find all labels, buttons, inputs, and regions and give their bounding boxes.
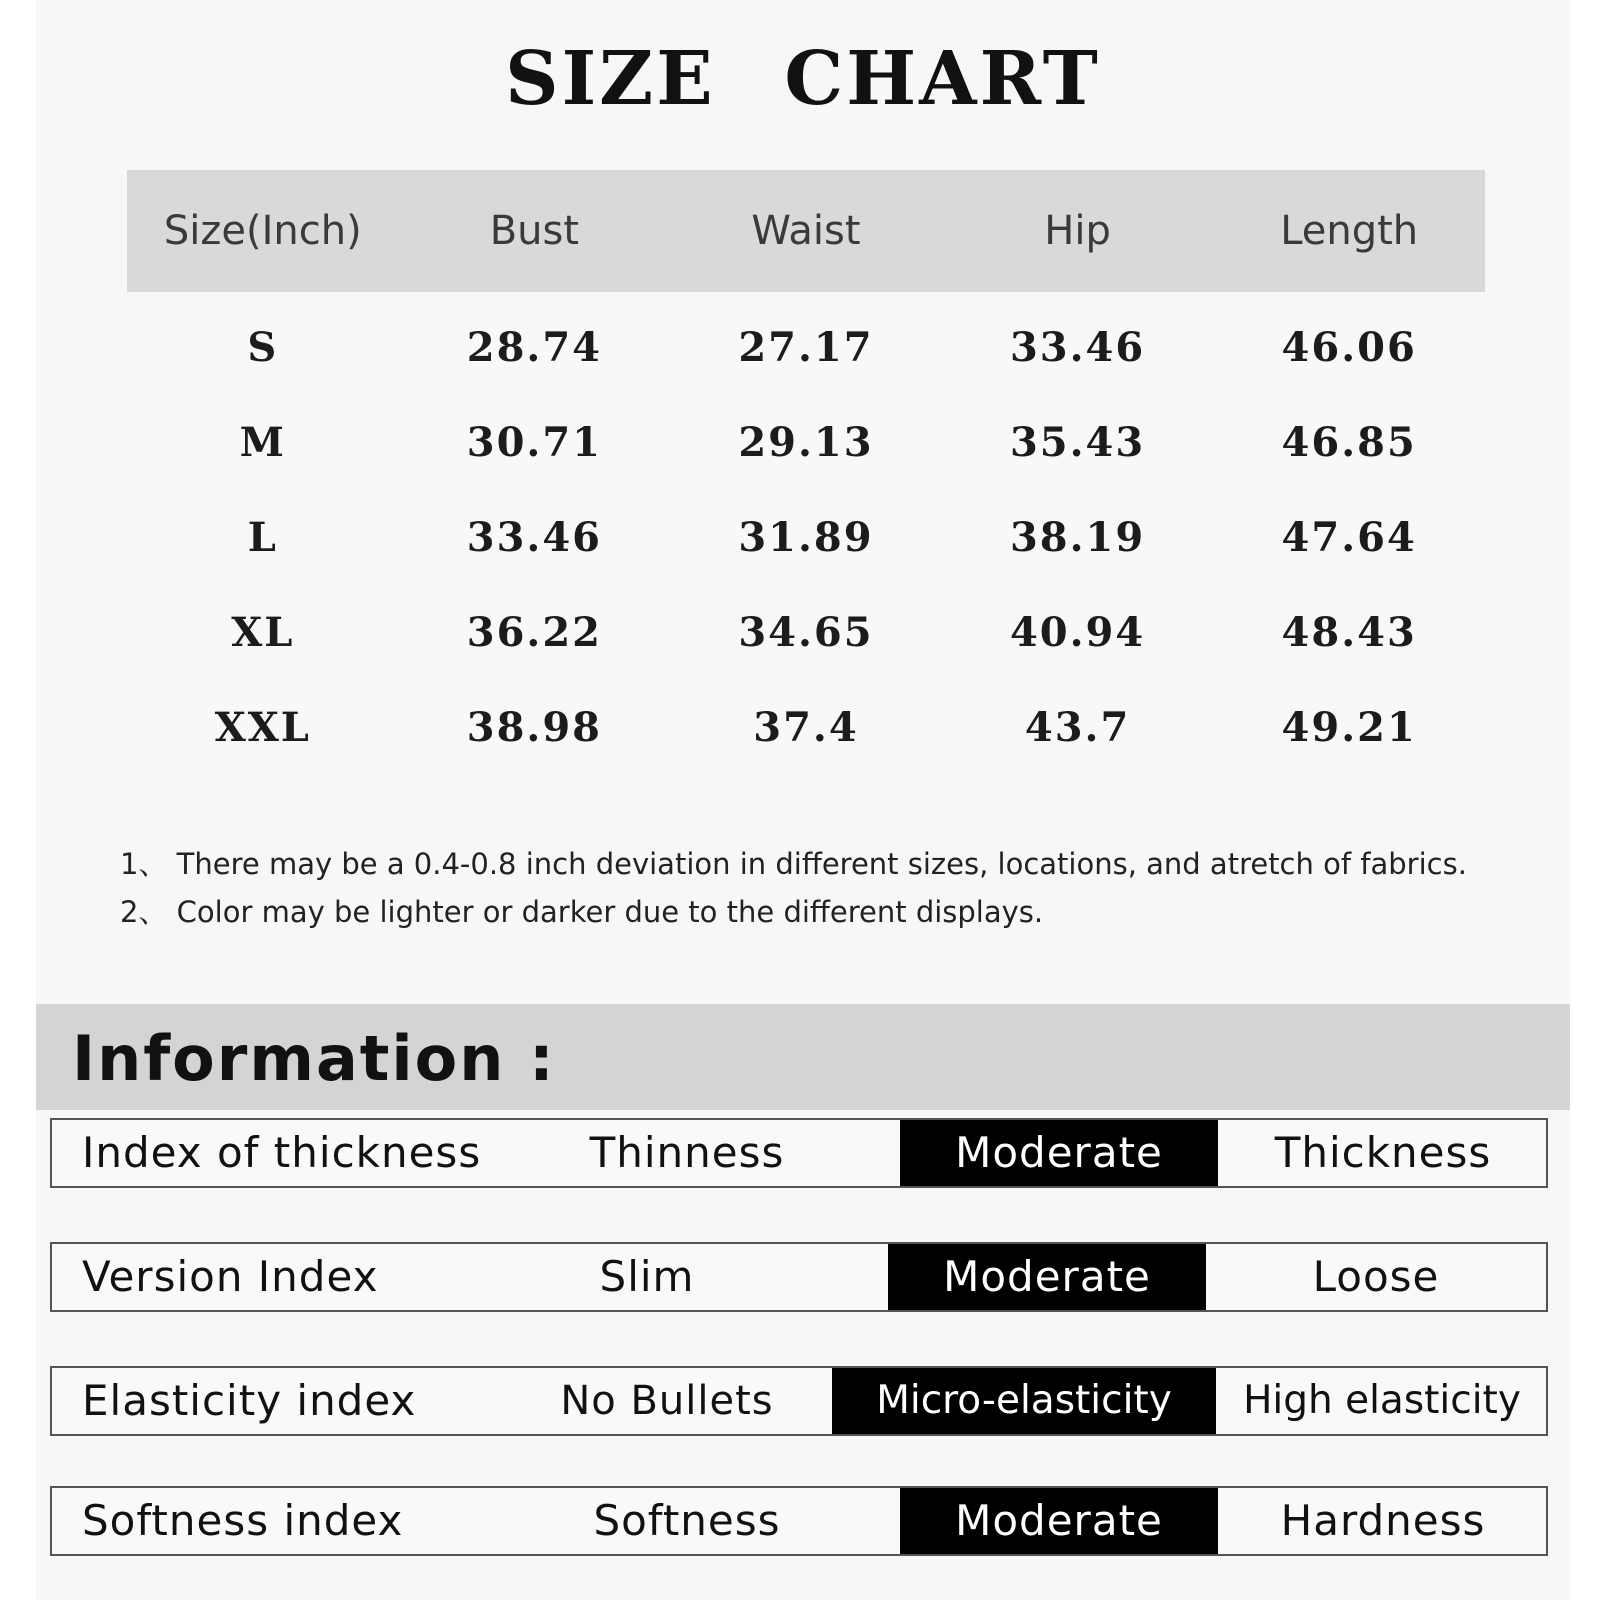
size-table bbox=[127, 170, 1485, 775]
info-row-version bbox=[50, 1242, 1548, 1312]
cell-waist: 27.17 bbox=[738, 324, 874, 371]
cell-bust: 30.71 bbox=[466, 419, 603, 466]
size-chart-page bbox=[36, 0, 1570, 1600]
info-row-softness bbox=[50, 1486, 1548, 1556]
header-waist: Waist bbox=[751, 208, 861, 254]
info-label: Index of thickness bbox=[82, 1128, 482, 1177]
page-title: SIZE CHART bbox=[505, 36, 1101, 122]
table-row bbox=[127, 490, 1485, 585]
cell-length: 46.06 bbox=[1281, 324, 1417, 371]
info-option-selected: Moderate bbox=[900, 1488, 1218, 1554]
table-row bbox=[127, 585, 1485, 680]
notes bbox=[120, 840, 1540, 936]
cell-bust: 28.74 bbox=[466, 324, 603, 371]
info-option: Loose bbox=[1312, 1252, 1440, 1301]
cell-waist: 31.89 bbox=[738, 514, 874, 561]
cell-hip: 40.94 bbox=[1009, 609, 1146, 656]
info-row-thickness bbox=[50, 1118, 1548, 1188]
table-header bbox=[127, 170, 1485, 292]
cell-size: L bbox=[247, 514, 278, 561]
info-option: Softness bbox=[593, 1496, 781, 1545]
cell-waist: 37.4 bbox=[753, 704, 859, 751]
information-header bbox=[36, 1004, 1570, 1110]
info-option: High elasticity bbox=[1243, 1378, 1521, 1423]
table-row bbox=[127, 300, 1485, 395]
cell-size: M bbox=[239, 419, 286, 466]
info-option: Slim bbox=[599, 1252, 695, 1301]
cell-length: 46.85 bbox=[1281, 419, 1417, 466]
info-option: Thickness bbox=[1274, 1128, 1492, 1177]
info-label: Version Index bbox=[82, 1252, 379, 1301]
cell-waist: 34.65 bbox=[738, 609, 874, 656]
cell-length: 49.21 bbox=[1281, 704, 1417, 751]
cell-waist: 29.13 bbox=[738, 419, 874, 466]
cell-length: 48.43 bbox=[1281, 609, 1417, 656]
table-body bbox=[127, 300, 1485, 775]
header-bust: Bust bbox=[489, 208, 580, 254]
info-option: Hardness bbox=[1280, 1496, 1486, 1545]
cell-bust: 36.22 bbox=[466, 609, 603, 656]
header-length: Length bbox=[1280, 208, 1419, 254]
info-label: Softness index bbox=[82, 1496, 404, 1545]
information-title: Information : bbox=[72, 1022, 556, 1095]
cell-hip: 33.46 bbox=[1009, 324, 1146, 371]
cell-size: S bbox=[247, 324, 279, 371]
cell-hip: 43.7 bbox=[1024, 704, 1131, 751]
header-size: Size(Inch) bbox=[163, 208, 362, 254]
info-label: Elasticity index bbox=[82, 1376, 417, 1425]
cell-bust: 33.46 bbox=[466, 514, 603, 561]
info-option: Thinness bbox=[589, 1128, 785, 1177]
info-row-elasticity bbox=[50, 1366, 1548, 1436]
info-option-selected: Moderate bbox=[900, 1120, 1218, 1186]
cell-hip: 38.19 bbox=[1009, 514, 1146, 561]
cell-length: 47.64 bbox=[1281, 514, 1417, 561]
table-row bbox=[127, 680, 1485, 775]
cell-hip: 35.43 bbox=[1009, 419, 1146, 466]
note-1: 1、 There may be a 0.4-0.8 inch deviation in different sizes, locations, and atretch of fabrics. bbox=[120, 847, 1467, 881]
cell-bust: 38.98 bbox=[466, 704, 603, 751]
info-option-selected: Micro-elasticity bbox=[832, 1368, 1216, 1434]
header-hip: Hip bbox=[1044, 208, 1111, 254]
cell-size: XL bbox=[231, 609, 295, 656]
cell-size: XXL bbox=[214, 704, 311, 751]
note-2: 2、 Color may be lighter or darker due to the different displays. bbox=[120, 895, 1044, 929]
info-option-selected: Moderate bbox=[888, 1244, 1206, 1310]
info-option: No Bullets bbox=[560, 1378, 774, 1424]
table-row bbox=[127, 395, 1485, 490]
